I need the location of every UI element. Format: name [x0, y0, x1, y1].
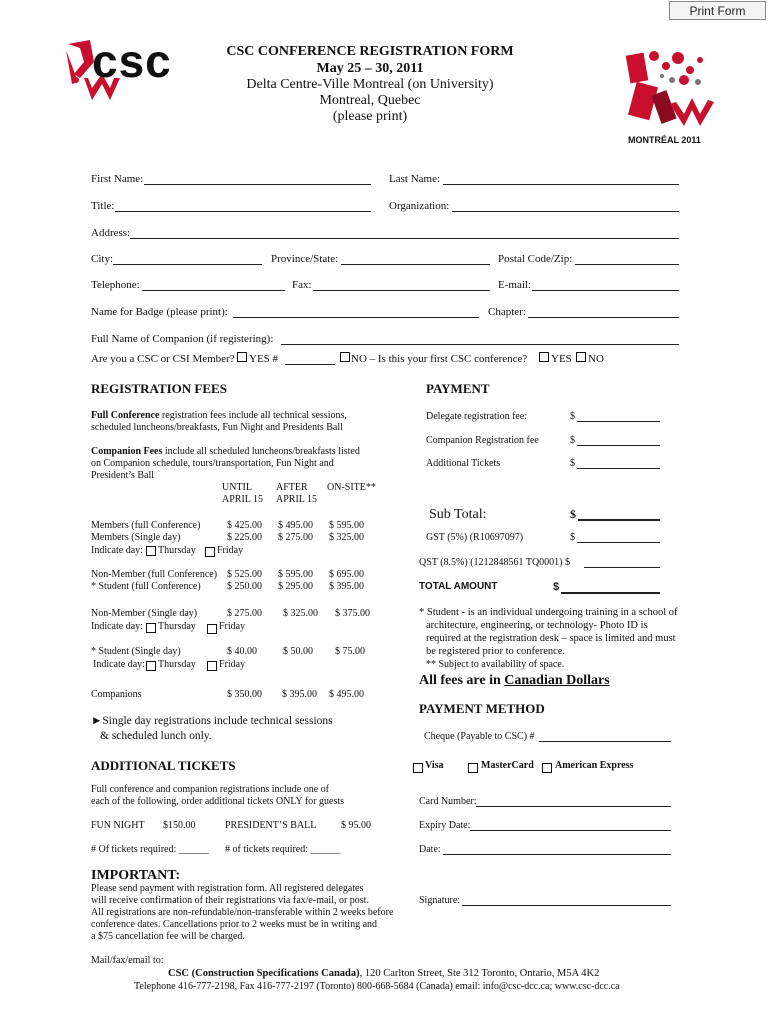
fee-until: $ 350.00 [227, 689, 262, 700]
conference-venue: Delta Centre-Ville Montreal (on University) [246, 77, 494, 92]
fee-until: $ 225.00 [227, 532, 262, 543]
expiry-field[interactable] [470, 830, 671, 831]
fun-night-quantity-field[interactable]: # Of tickets required: ______ [91, 844, 209, 855]
fee-row-label: Non-Member (full Conference) [91, 569, 218, 580]
fee-row-label: Members (Single day) [91, 532, 181, 543]
companion-fees-desc: Companion Fees include all scheduled luncheons/breakfasts listed [91, 446, 360, 457]
fee-row-label: * Student (full Conference) [91, 581, 201, 592]
montreal-logo-icon [618, 44, 718, 134]
fee-after: $ 325.00 [283, 608, 318, 619]
col-after-date: APRIL 15 [276, 494, 318, 505]
email-field[interactable] [532, 290, 679, 291]
student-friday-checkbox[interactable] [207, 661, 217, 671]
telephone-field[interactable] [142, 290, 285, 291]
email-label: E-mail: [498, 279, 531, 291]
fee-after: $ 595.00 [278, 569, 313, 580]
expiry-label: Expiry Date: [419, 820, 471, 831]
col-after: AFTER [276, 482, 308, 493]
single-day-note-2: & scheduled lunch only. [100, 730, 212, 742]
cheque-number-field[interactable] [539, 741, 671, 742]
card-number-field[interactable] [476, 806, 671, 807]
canadian-dollars-note: All fees are in Canadian Dollars [419, 673, 610, 688]
indicate-day-label: Indicate day: [91, 621, 143, 632]
presidents-ball-price: $ 95.00 [341, 820, 371, 831]
chapter-field[interactable] [528, 317, 679, 318]
important-text: conference dates. Cancellations prior to 2 weeks must be in writing and [91, 919, 378, 930]
fee-row-label: Members (full Conference) [91, 520, 201, 531]
total-amount-field[interactable] [561, 592, 660, 594]
organization-field[interactable] [452, 211, 679, 212]
additional-tickets-field[interactable] [577, 468, 660, 469]
member-question: Are you a CSC or CSI Member? [91, 353, 235, 365]
montreal-2011-logo [618, 44, 718, 146]
payment-heading: PAYMENT [426, 381, 490, 396]
dollar-sign: $ [553, 581, 560, 593]
amex-label: American Express [555, 760, 634, 771]
member-yes-checkbox[interactable] [237, 352, 247, 362]
fax-field[interactable] [313, 290, 490, 291]
dollar-sign: $ [570, 507, 576, 521]
fee-onsite: $ 695.00 [329, 569, 364, 580]
montreal-logo-text: MONTRÉAL 2011 [628, 135, 701, 145]
date-label: Date: [419, 844, 441, 855]
dollar-sign: $ [570, 458, 575, 469]
telephone-label: Telephone: [91, 279, 140, 291]
thursday-label: Thursday [158, 659, 196, 670]
first-name-label: First Name: [91, 173, 144, 185]
fee-after: $ 495.00 [278, 520, 313, 531]
title-label: Title: [91, 200, 115, 212]
address-field[interactable] [130, 238, 679, 239]
important-text: will receive confirmation of their registrations via fax/e-mail, or post. [91, 895, 369, 906]
dollar-sign: $ [570, 411, 575, 422]
first-conf-yes-checkbox[interactable] [539, 352, 549, 362]
conference-city: Montreal, Quebec [319, 93, 421, 108]
companion-fees-desc-2: on Companion schedule, tours/transportation, Fun Night and [91, 458, 334, 469]
fee-row-label: * Student (Single day) [91, 646, 181, 657]
conference-dates: May 25 – 30, 2011 [316, 61, 424, 76]
members-thursday-checkbox[interactable] [146, 546, 156, 556]
print-form-button[interactable]: Print Form [669, 1, 766, 20]
organization-label: Organization: [389, 200, 450, 212]
postal-field[interactable] [575, 264, 679, 265]
presidents-ball-label: PRESIDENT’S BALL [225, 820, 317, 831]
student-note: * Student - is an individual undergoing training in a school of [419, 607, 678, 618]
first-conference-question: NO – Is this your first CSC conference? [351, 353, 528, 365]
qst-field[interactable] [584, 567, 660, 568]
companion-fee-field[interactable] [577, 445, 660, 446]
fee-row-label: Companions [91, 689, 142, 700]
space-note: ** Subject to availability of space. [426, 659, 565, 670]
city-label: City: [91, 253, 114, 265]
fun-night-price: $150.00 [163, 820, 196, 831]
important-heading: IMPORTANT: [91, 868, 181, 883]
fee-after: $ 295.00 [278, 581, 313, 592]
mastercard-checkbox[interactable] [468, 763, 478, 773]
fee-onsite: $ 395.00 [329, 581, 364, 592]
delegate-fee-label: Delegate registration fee: [426, 411, 528, 422]
fun-night-label: FUN NIGHT [91, 820, 145, 831]
additional-tickets-label: Additional Tickets [426, 458, 501, 469]
last-name-label: Last Name: [389, 173, 441, 185]
first-conf-no-checkbox[interactable] [576, 352, 586, 362]
form-title: CSC CONFERENCE REGISTRATION FORM [226, 44, 514, 59]
fee-after: $ 50.00 [283, 646, 313, 657]
card-number-label: Card Number: [419, 796, 477, 807]
subtotal-label: Sub Total: [429, 507, 487, 522]
badge-name-label: Name for Badge (please print): [91, 306, 228, 318]
student-thursday-checkbox[interactable] [146, 661, 156, 671]
badge-name-field[interactable] [233, 317, 479, 318]
full-conference-desc-2: scheduled luncheons/breakfasts, Fun Night and Presidents Ball [91, 422, 343, 433]
fee-until: $ 275.00 [227, 608, 262, 619]
first-conf-yes-label: YES [551, 353, 572, 365]
registration-fees-heading: REGISTRATION FEES [91, 381, 227, 396]
gst-label: GST (5%) (R10697097) [426, 532, 524, 543]
visa-label: Visa [425, 760, 444, 771]
total-amount-label: TOTAL AMOUNT [419, 581, 498, 592]
address-label: Address: [91, 227, 131, 239]
last-name-field[interactable] [443, 184, 679, 185]
dollar-sign: $ [570, 435, 575, 446]
fee-onsite: $ 595.00 [329, 520, 364, 531]
full-conference-desc: Full Conference registration fees include all technical sessions, [91, 410, 347, 421]
first-conf-no-label: NO [588, 353, 604, 365]
tickets-desc: Full conference and companion registrations include one of [91, 784, 329, 795]
col-until-date: APRIL 15 [222, 494, 264, 505]
student-note-4: be registered prior to conference. [426, 646, 566, 657]
friday-label: Friday [217, 545, 244, 556]
contact-info: Telephone 416-777-2198, Fax 416-777-2197 (Toronto) 800-668-5684 (Canada) email: info@csc-dcc.ca; www.csc-dcc.ca [134, 981, 620, 992]
date-field[interactable] [443, 854, 671, 855]
fee-until: $ 250.00 [227, 581, 262, 592]
members-friday-checkbox[interactable] [205, 547, 215, 557]
city-field[interactable] [113, 264, 262, 265]
presidents-ball-quantity-field[interactable]: # of tickets required: ______ [225, 844, 341, 855]
fee-until: $ 425.00 [227, 520, 262, 531]
important-text: Please send payment with registration form. All registered delegates [91, 883, 364, 894]
province-field[interactable] [341, 264, 490, 265]
friday-label: Friday [219, 621, 246, 632]
signature-field[interactable] [462, 905, 671, 906]
nonmember-friday-checkbox[interactable] [207, 624, 217, 634]
fee-after: $ 275.00 [278, 532, 313, 543]
col-onsite: ON-SITE** [327, 482, 376, 493]
postal-label: Postal Code/Zip: [498, 253, 573, 265]
fee-until: $ 525.00 [227, 569, 262, 580]
fee-onsite: $ 495.00 [329, 689, 364, 700]
mail-to-label: Mail/fax/email to: [91, 955, 164, 966]
title-field[interactable] [115, 211, 371, 212]
payment-method-heading: PAYMENT METHOD [419, 701, 545, 716]
chapter-label: Chapter: [488, 306, 526, 318]
nonmember-thursday-checkbox[interactable] [146, 623, 156, 633]
member-no-checkbox[interactable] [340, 352, 350, 362]
col-until: UNTIL [222, 482, 252, 493]
companion-field[interactable] [281, 344, 679, 345]
print-note: (please print) [332, 109, 408, 124]
student-note-2: architecture, engineering, or technology- Photo ID is [426, 620, 648, 631]
member-yes-label: YES # [249, 353, 279, 365]
gst-field[interactable] [577, 542, 660, 543]
fax-label: Fax: [292, 279, 312, 291]
important-text: All registrations are non-refundable/non-transferable within 2 weeks before [91, 907, 394, 918]
student-note-3: required at the registration desk – space is limited and must [426, 633, 676, 644]
friday-label: Friday [219, 659, 246, 670]
fee-onsite: $ 375.00 [335, 608, 370, 619]
companion-fees-desc-3: President’s Ball [91, 470, 155, 481]
indicate-day-label: Indicate day: [93, 659, 145, 670]
thursday-label: Thursday [158, 545, 196, 556]
thursday-label: Thursday [158, 621, 196, 632]
important-text: a $75 cancellation fee will be charged. [91, 931, 245, 942]
tickets-desc-2: each of the following, order additional tickets ONLY for guests [91, 796, 345, 807]
delegate-fee-field[interactable] [577, 421, 660, 422]
mastercard-label: MasterCard [481, 760, 534, 771]
qst-label: QST (8.5%) (1212848561 TQ0001) $ [419, 557, 571, 568]
companion-label: Full Name of Companion (if registering): [91, 333, 274, 345]
member-number-field[interactable] [285, 364, 335, 365]
fee-onsite: $ 75.00 [335, 646, 365, 657]
additional-tickets-heading: ADDITIONAL TICKETS [91, 758, 236, 773]
amex-checkbox[interactable] [542, 763, 552, 773]
indicate-day-label: Indicate day: [91, 545, 143, 556]
single-day-note: ►Single day registrations include technical sessions [91, 715, 333, 727]
first-name-field[interactable] [144, 184, 371, 185]
fee-until: $ 40.00 [227, 646, 257, 657]
organization-address: CSC (Construction Specifications Canada), 120 Carlton Street, Ste 312 Toronto, Ontario, M5A 4K2 [168, 968, 600, 979]
province-label: Province/State: [271, 253, 339, 265]
dollar-sign: $ [570, 532, 575, 543]
fee-onsite: $ 325.00 [329, 532, 364, 543]
signature-label: Signature: [419, 895, 461, 906]
visa-checkbox[interactable] [413, 763, 423, 773]
companion-fee-label: Companion Registration fee [426, 435, 539, 446]
fee-after: $ 395.00 [282, 689, 317, 700]
fee-row-label: Non-Member (Single day) [91, 608, 198, 619]
subtotal-field[interactable] [578, 519, 660, 521]
csc-logo-text: csc [92, 35, 172, 87]
cheque-label: Cheque (Payable to CSC) # [424, 731, 535, 742]
